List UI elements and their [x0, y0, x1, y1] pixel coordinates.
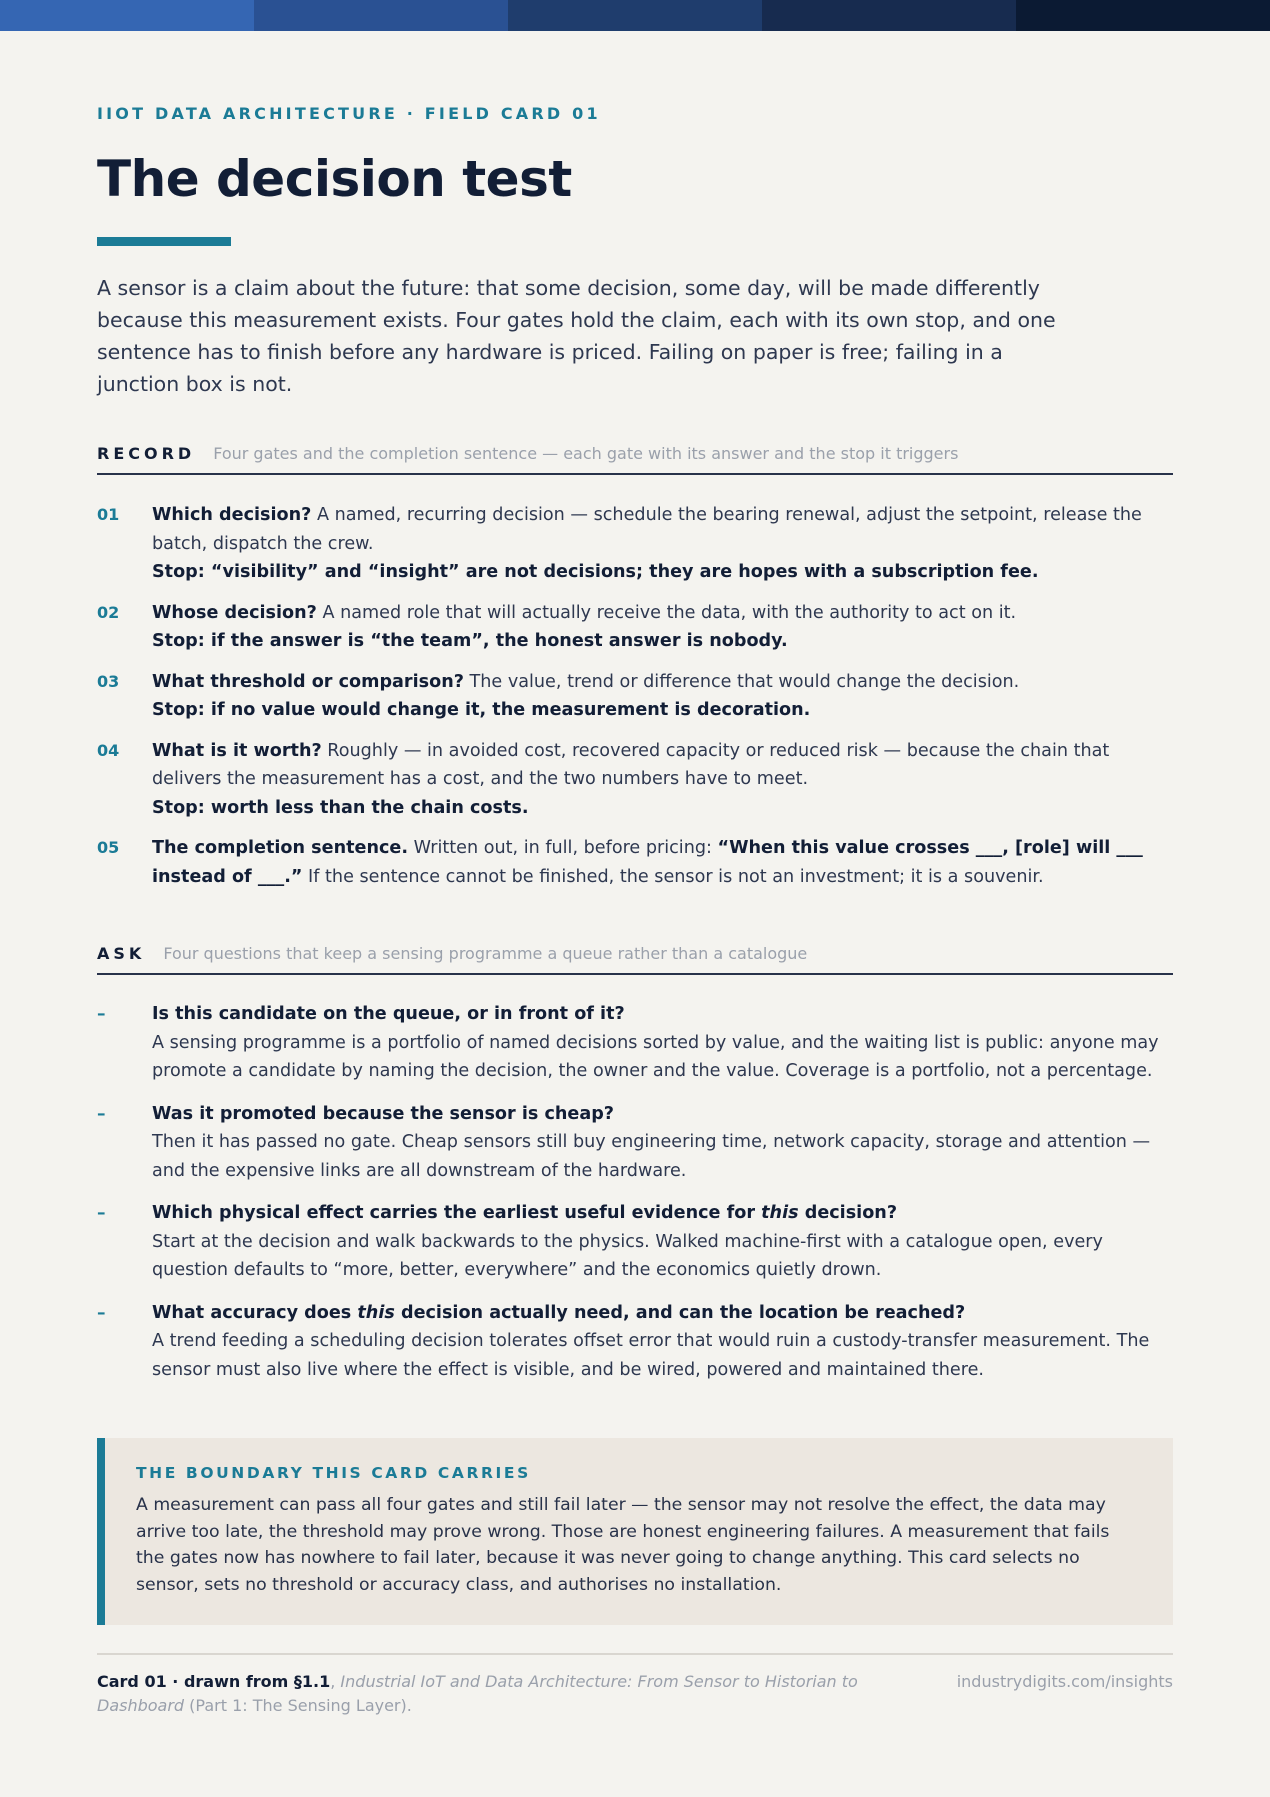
ask-item — [97, 1100, 1173, 1186]
footer-citation: Card 01 · drawn from §1.1, Industrial IoT and Data Architecture: From Sensor to Historian to Dashboard (Part 1: The Sensing Layer). — [97, 1672, 858, 1715]
top-color-bar — [0, 0, 1270, 31]
gate-answer: Roughly — in avoided cost, recovered capacity or reduced risk — because the chain that delivers the measurement has a cost, and the two numbers have to meet. — [152, 740, 1110, 789]
item-number: 03 — [97, 671, 120, 691]
item-number: 01 — [97, 505, 120, 524]
gate-question: What threshold or comparison? — [152, 671, 464, 692]
completion-sentence: “When this value crosses ___, [role] will ___ instead of ___.” — [152, 838, 1143, 887]
ask-section-header — [97, 944, 1173, 975]
gate-question: The completion sentence. — [152, 838, 409, 858]
ask-answer: Then it has passed no gate. Cheap sensors still buy engineering time, network capacity, storage and attention — and the expensive links are all downstream of the hardware. — [152, 1132, 1151, 1181]
record-list — [97, 501, 1173, 891]
boundary-heading: THE BOUNDARY THIS CARD CARRIES — [136, 1464, 531, 1482]
ask-question: Which physical effect carries the earliest useful evidence for this decision? — [152, 1203, 898, 1223]
ask-item — [97, 1000, 1173, 1086]
footer-divider — [97, 1653, 1173, 1655]
ask-question: Was it promoted because the sensor is cheap? — [152, 1103, 615, 1124]
footer — [97, 1670, 1173, 1718]
ask-question: Is this candidate on the queue, or in front of it? — [152, 1004, 625, 1024]
record-subtitle: Four gates and the completion sentence — each gate with its answer and the stop it triggers — [213, 444, 959, 463]
title-underline — [97, 237, 231, 246]
ask-item — [97, 1199, 1173, 1285]
ask-answer: A trend feeding a scheduling decision tolerates offset error that would ruin a custody-transfer measurement. The sensor must also live where the effect is visible, and be wired, powered and maintained there. — [152, 1331, 1150, 1380]
boundary-text: A measurement can pass all four gates and still fail later — the sensor may not resolve the effect, the data may arrive too late, the threshold may prove wrong. Those are honest engineering failures. A measurement that fails the gates now has nowhere to fail later, because it was never going to change anything. This card selects no sensor, sets no threshold or accuracy class, and authorises no installation. — [136, 1495, 1110, 1595]
top-bar-segment — [762, 0, 1016, 31]
gate-tail: If the sentence cannot be finished, the sensor is not an investment; it is a souvenir. — [302, 866, 1044, 887]
gate-answer: A named, recurring decision — schedule the bearing renewal, adjust the setpoint, release the batch, dispatch the crew. — [152, 505, 1142, 554]
gate-stop: Stop: if no value would change it, the measurement is decoration. — [152, 700, 811, 720]
gate-answer: Written out, in full, before pricing: — [408, 838, 718, 858]
record-item — [97, 834, 1173, 891]
boundary-callout — [97, 1438, 1173, 1625]
top-bar-segment — [0, 0, 254, 31]
gate-answer: The value, trend or difference that would change the decision. — [463, 671, 1020, 692]
dash-bullet: – — [97, 1203, 106, 1223]
page-title: The decision test — [97, 150, 572, 208]
record-label: RECORD — [97, 444, 196, 463]
ask-answer: Start at the decision and walk backwards to the physics. Walked machine-first with a catalogue open, every question defaults to “more, better, everywhere” and the economics quietly drown. — [152, 1231, 1103, 1280]
dash-bullet: – — [97, 1103, 106, 1124]
ask-answer: A sensing programme is a portfolio of named decisions sorted by value, and the waiting list is public: anyone may promote a candidate by naming the decision, the owner and the value. Coverage is a portfolio, not a percentage. — [152, 1032, 1159, 1081]
item-number: 02 — [97, 602, 120, 622]
record-section-header — [97, 444, 1173, 475]
top-bar-segment — [1016, 0, 1270, 31]
gate-question: Whose decision? — [152, 602, 317, 623]
dash-bullet: – — [97, 1004, 106, 1024]
gate-question: What is it worth? — [152, 740, 322, 761]
ask-item — [97, 1299, 1173, 1385]
record-item — [97, 668, 1173, 725]
ask-question: What accuracy does this decision actually need, and can the location be reached? — [152, 1302, 966, 1323]
gate-stop: Stop: if the answer is “the team”, the honest answer is nobody. — [152, 631, 788, 651]
site-link[interactable]: industrydigits.com/insights — [956, 1672, 1173, 1691]
dash-bullet: – — [97, 1302, 106, 1323]
kicker: IIOT DATA ARCHITECTURE · FIELD CARD 01 — [97, 104, 601, 123]
gate-stop: Stop: worth less than the chain costs. — [152, 797, 529, 818]
top-bar-segment — [254, 0, 508, 31]
gate-question: Which decision? — [152, 505, 312, 525]
record-item — [97, 501, 1173, 587]
record-item — [97, 599, 1173, 656]
ask-subtitle: Four questions that keep a sensing programme a queue rather than a catalogue — [163, 944, 808, 963]
ask-list — [97, 1000, 1173, 1384]
intro-paragraph: A sensor is a claim about the future: that some decision, some day, will be made differently because this measurement exists. Four gates hold the claim, each with its own stop, and one sentence has to finish before any hardware is priced. Failing on paper is free; failing in a junction box is not. — [97, 276, 1056, 396]
gate-answer: A named role that will actually receive the data, with the authority to act on it. — [316, 602, 1017, 623]
book-part: (Part 1: The Sensing Layer). — [184, 1696, 412, 1715]
card-source: Card 01 · drawn from §1.1 — [97, 1672, 331, 1691]
gate-stop: Stop: “visibility” and “insight” are not decisions; they are hopes with a subscription fee. — [152, 562, 1039, 582]
item-number: 04 — [97, 740, 120, 760]
book-title: Industrial IoT and Data Architecture: From Sensor to Historian to Dashboard — [97, 1672, 858, 1715]
top-bar-segment — [508, 0, 762, 31]
item-number: 05 — [97, 838, 120, 857]
ask-label: ASK — [97, 944, 146, 963]
record-item — [97, 737, 1173, 823]
